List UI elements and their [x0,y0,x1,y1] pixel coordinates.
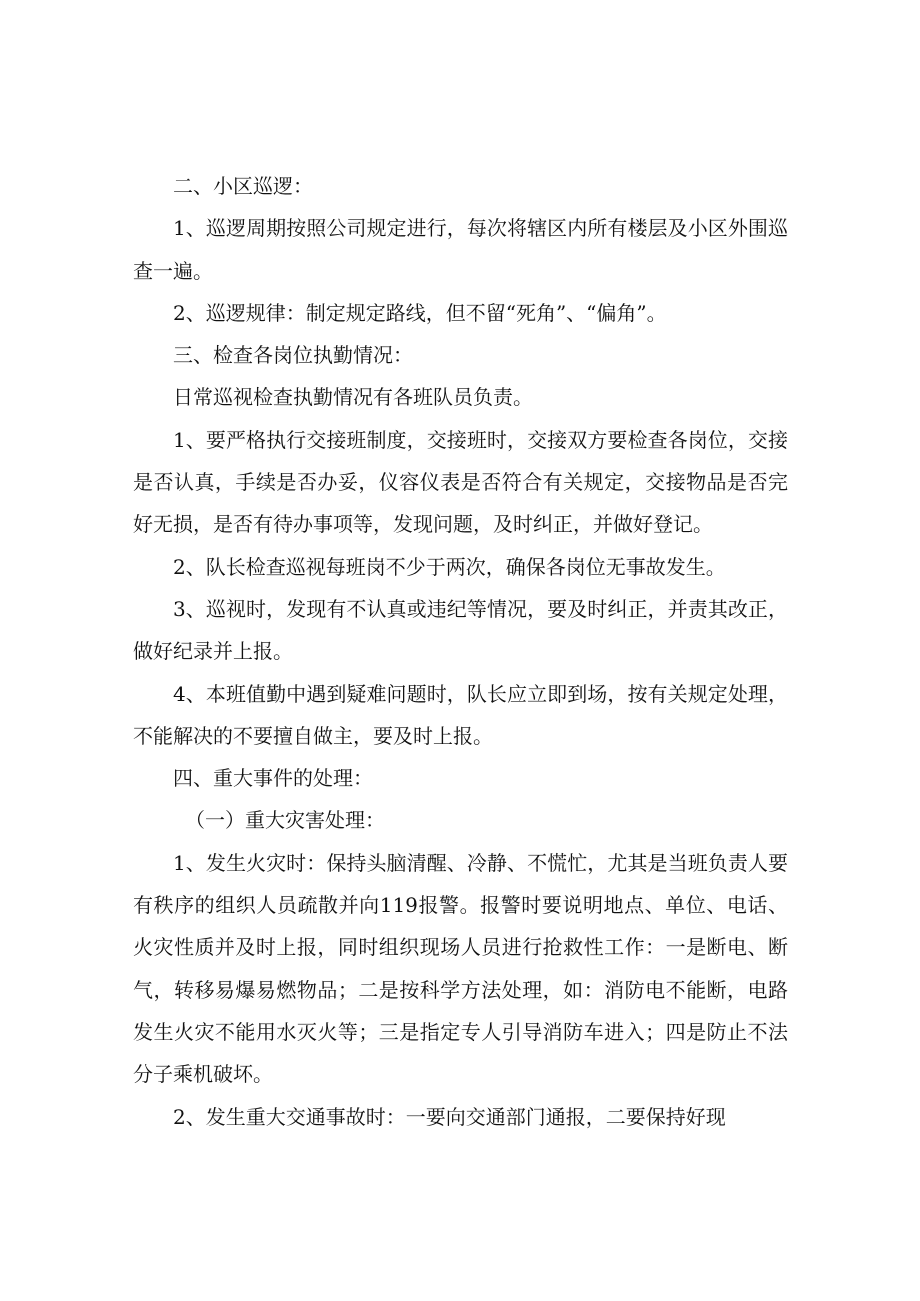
section-heading-duty-check: 三、检查各岗位执勤情况： [173,343,413,368]
paragraph-difficult-issues: 4、本班值勤中遇到疑难问题时，队长应立即到场，按有关规定处理，不能解决的不要擅自做主，要及时上报。 [133,681,788,748]
subsection-heading-disaster: （一）重大灾害处理： [185,808,385,833]
paragraph-traffic-accident: 2、发生重大交通事故时：一要向交通部门通报，二要保持好现 [173,1104,726,1129]
paragraph-violation-handling: 3、巡视时，发现有不认真或违纪等情况，要及时纠正，并责其改正，做好纪录并上报。 [133,596,788,664]
paragraph-patrol-cycle: 1、巡逻周期按照公司规定进行，每次将辖区内所有楼层及小区外围巡查一遍。 [133,216,788,283]
paragraph-fire: 1、发生火灾时：保持头脑清醒、冷静、不慌忙，尤其是当班负责人要有秩序的组织人员疏散并向119报警。报警时要说明地点、单位、电话、火灾性质并及时上报，同时组织现场人员进行抢救性工作：一是断电、断气，转移易爆易燃物品；二是按科学方法处理，如：消防电不能断，电路发生火灾不能用水灭火等；三是指定专人引导消防车进入；四是防止不法分子乘机破坏。 [133,850,788,1087]
paragraph-captain-inspection: 2、队长检查巡视每班岗不少于两次，确保各岗位无事故发生。 [173,554,726,579]
section-heading-patrol: 二、小区巡逻： [173,174,313,198]
section-heading-major-events: 四、重大事件的处理： [173,766,373,791]
paragraph-daily-check: 日常巡视检查执勤情况有各班队员负责。 [173,385,533,410]
paragraph-patrol-rule: 2、巡逻规律：制定规定路线，但不留“死角”、“偏角”。 [173,300,667,325]
document-body [133,165,788,1138]
paragraph-shift-handover: 1、要严格执行交接班制度，交接班时，交接双方要检查各岗位，交接是否认真，手续是否办妥，仪容仪表是否符合有关规定，交接物品是否完好无损，是否有待办事项等，发现问题，及时纠正，并做好登记。 [133,427,788,537]
